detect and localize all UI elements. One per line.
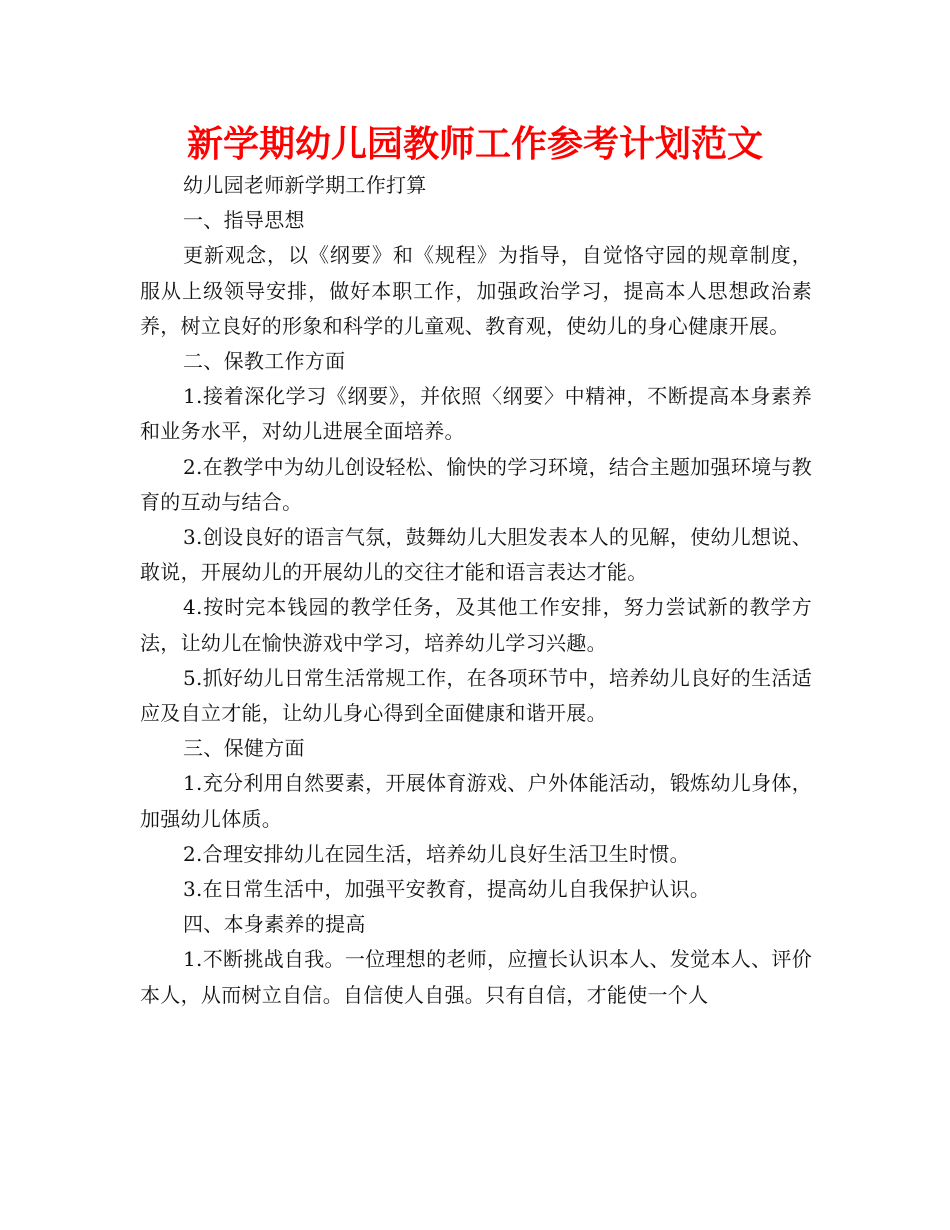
paragraph: 1.充分利用自然要素，开展体育游戏、户外体能活动，锻炼幼儿身体，加强幼儿体质。: [140, 771, 812, 831]
paragraph: 1.不断挑战自我。一位理想的老师，应擅长认识本人、发觉本人、评价本人，从而树立自信。自信使人自强。只有自信，才能使一个人: [140, 947, 812, 1007]
paragraph: 2.在教学中为幼儿创设轻松、愉快的学习环境，结合主题加强环境与教育的互动与结合。: [140, 454, 812, 514]
section-heading-3: 三、保健方面: [183, 736, 305, 761]
paragraph: 5.抓好幼儿日常生活常规工作，在各项环节中，培养幼儿良好的生活适应及自立才能，让幼儿身心得到全面健康和谐开展。: [140, 665, 812, 726]
paragraph: 4.按时完本钱园的教学任务，及其他工作安排，努力尝试新的教学方法，让幼儿在愉快游戏中学习，培养幼儿学习兴趣。: [140, 595, 812, 655]
section-heading-1: 一、指导思想: [183, 208, 305, 233]
paragraph: 更新观念，以《纲要》和《规程》为指导，自觉恪守园的规章制度，服从上级领导安排，做好本职工作，加强政治学习，提高本人思想政治素养，树立良好的形象和科学的儿童观、教育观，使幼儿的身心健康开展。: [140, 243, 812, 338]
paragraph: 1.接着深化学习《纲要》，并依照〈纲要〉中精神，不断提高本身素养和业务水平，对幼儿进展全面培养。: [140, 384, 812, 444]
document-title: 新学期幼儿园教师工作参考计划范文: [186, 124, 763, 165]
paragraph: 2.合理安排幼儿在园生活，培养幼儿良好生活卫生时惯。: [183, 841, 690, 866]
paragraph: 3.在日常生活中，加强平安教育，提高幼儿自我保护认识。: [183, 877, 711, 902]
paragraph: 3.创设良好的语言气氛，鼓舞幼儿大胆发表本人的见解，使幼儿想说、敢说，开展幼儿的开展幼儿的交往才能和语言表达才能。: [140, 525, 812, 585]
section-heading-4: 四、本身素养的提高: [183, 912, 366, 937]
subtitle-paragraph: 幼儿园老师新学期工作打算: [183, 173, 427, 197]
section-heading-2: 二、保教工作方面: [183, 349, 346, 374]
document-body: [140, 168, 812, 1013]
